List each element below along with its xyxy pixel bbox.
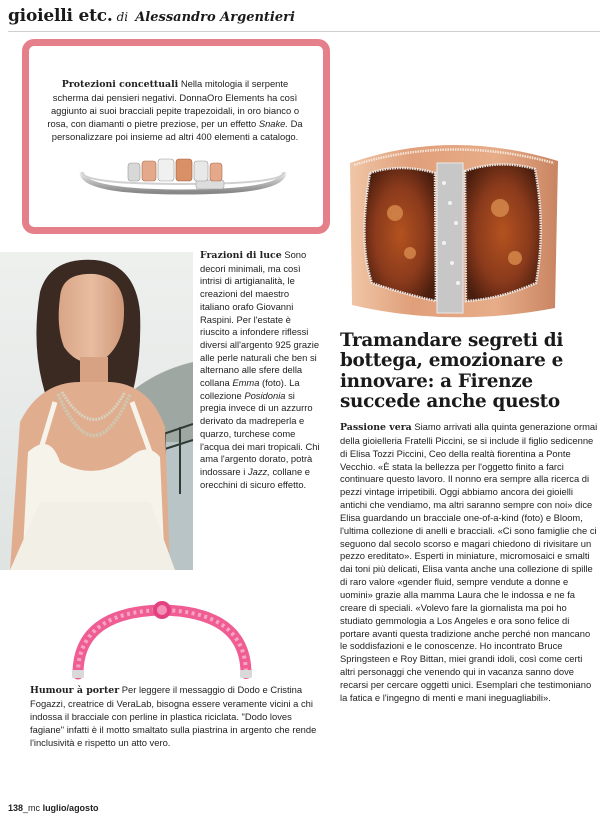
article-body <box>340 421 598 705</box>
snake-bracelet-image <box>78 150 288 198</box>
frazioni-posidonia: Posidonia <box>244 389 286 401</box>
author-prefix: di <box>116 10 129 24</box>
frazioni-di-luce-text <box>200 249 320 491</box>
section-title: gioielli etc. <box>8 6 113 26</box>
issue-label: luglio/agosto <box>42 803 99 813</box>
page-header <box>8 6 295 26</box>
bead-bracelet-image <box>70 598 255 680</box>
feature-box-text <box>46 77 304 143</box>
article-headline: Tramandare segreti di bottega, emozionare e innovare: a Firenze succede anche questo <box>340 330 563 413</box>
page-number: 138 <box>8 803 24 813</box>
feature-box-title: Protezioni concettuali <box>61 79 179 90</box>
humour-a-porter-text <box>30 683 322 749</box>
cuff-bracelet-image <box>340 133 565 328</box>
humour-body: Per leggere il messaggio di Dodo e Cristina Fogazzi, creatrice di VeraLab, bisogna essere veramente vicini a chi indossa il bracciale con perline in plastica riciclata. "Dodo loves fagiane" infatti è il motto smaltato sulla piastrina in argento che rende l'inclusività e rispetto un atto vero. <box>30 684 317 748</box>
frazioni-title: Frazioni di luce <box>200 250 282 261</box>
frazioni-body-1: Sono decori minimali, ma così intrisi di artigianalità, le creazioni del maestro italiano orafo Giovanni Raspini. Per l'estate è riuscito a infondere riflessi diversi all'argento 925 grazie alle perle naturali che ben si alternano alle sfere della collana <box>200 249 320 389</box>
frazioni-emma: Emma <box>232 377 260 389</box>
frazioni-body-4: collane e orecchini di sicuro effetto. <box>200 465 310 490</box>
model-photo <box>0 252 193 570</box>
frazioni-body-2: (foto). La collezione <box>200 377 300 401</box>
feature-box-italic: Snake. <box>258 118 288 130</box>
article-text: Siamo arrivati alla quinta generazione ormai della gioielleria Fratelli Piccini, se si include il figlio sedicenne di Elisa Tozzi Piccini, Ceo della realtà fiorentina a Ponte Vecchio. «È stata la bellezza per l'oggetto finito a farci continuare questo lavoro. Il nonno era sempre alla ricerca di pezzi vintage irripetibili. Oggi abbiamo ancora dei gioielli antichi che vendiamo, ma altri saranno sempre con noi» dice Elisa guardando un bracciale one-of-a-kind (foto) e Bloom, l'ultima collezione di anelli e bracciali. «Ci sono famiglie che ci seguono dal secolo scorso e magari chiedono di rivisitare un pezzo ereditato». Esperti in miniature, micromosaici e smalti dai toni più delicati, Elisa vanta anche una collezione di spille di raro valore «gender fluid, sempre vendute a donne e uomini» grazie alla mamma Laura che le indossa e ne fa creare di speciali. «Volevo fare la giornalista ma poi ho studiato gemmologia a Los Angeles e ora sono felice di portare avanti questa tradizione anche perché non mancano le soddisfazioni e le conoscenze. Ho incontrato Bruce Springsteen e Roy Bittan, miei grandi idoli, così come certi altri personaggi che venendo qui in vacanza sanno dove recarsi per cercare oggetti unici. Esemplari che testimoniano la fatica e l'ingegno di menti e mani ineguagliabili». <box>340 421 598 703</box>
frazioni-jazz: Jazz, <box>247 465 270 477</box>
humour-title: Humour à porter <box>30 685 120 696</box>
article-lead-title: Passione vera <box>340 422 412 433</box>
header-rule <box>8 31 600 32</box>
page-footer <box>8 803 99 813</box>
magazine-code: _mc <box>23 803 41 813</box>
feature-box-body-end: Da personalizzare poi insieme ad altri 400 elementi a catalogo. <box>51 118 303 143</box>
author-name: Alessandro Argentieri <box>135 10 295 25</box>
frazioni-body-3: si pregia invece di un azzurro derivato da madreperla e quarzo, turchese come l'acqua dei mari tropicali. Chi ama l'argento dorato, potrà indossare i <box>200 389 320 477</box>
feature-box-body: Nella mitologia il serpente scherma dai pensieri negativi. DonnaOro Elements ha così aggiunto ai suoi bracciali pepite trapezoidali, in oro bianco o rosa, con diamanti o pietre preziose, per un effetto <box>47 78 300 130</box>
